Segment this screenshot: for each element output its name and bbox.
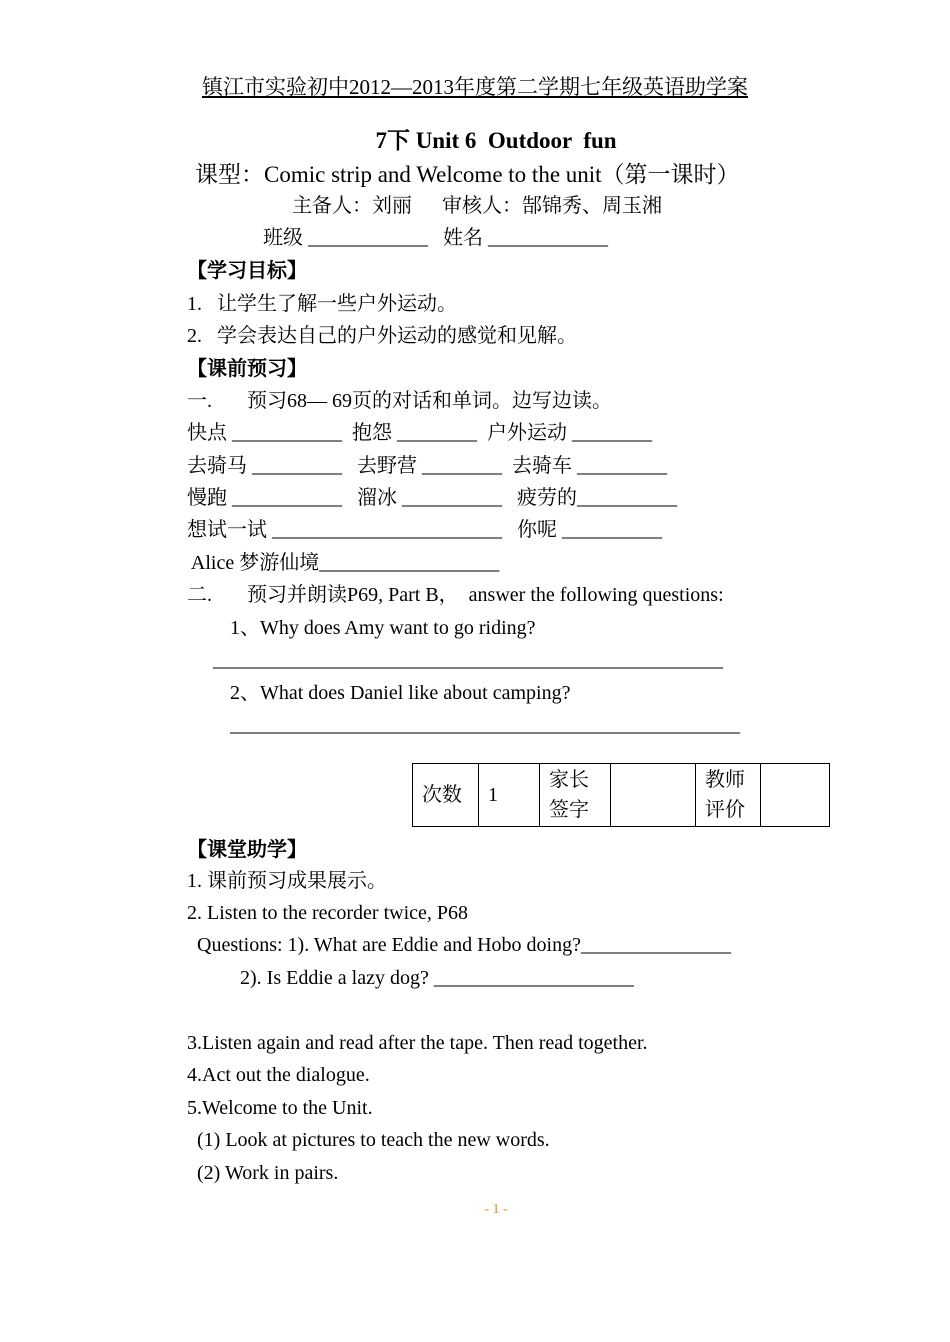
classroom-item: 3.Listen again and read after the tape. Then read together. [187, 1032, 648, 1054]
answer-line-2: ___________________________________________________ [230, 714, 740, 736]
vocab-row: 慢跑 ___________ 溜冰 __________ 疲劳的__________ [187, 487, 677, 509]
classroom-subitem: (2) Work in pairs. [197, 1162, 339, 1184]
classroom-item: 2. Listen to the recorder twice, P68 [187, 902, 469, 924]
classroom-item: 1. 课前预习成果展示。 [187, 870, 387, 892]
parent-sign-cell[interactable] [611, 764, 696, 827]
goal-item: 2. 学会表达自己的户外运动的感觉和见解。 [187, 325, 577, 347]
question-2: 2、What does Daniel like about camping? [230, 682, 571, 704]
classroom-item: 5.Welcome to the Unit. [187, 1097, 373, 1119]
preview-part1: 一. 预习68— 69页的对话和单词。边写边读。 [187, 390, 612, 412]
teacher-eval-label [696, 764, 761, 827]
classroom-question: 2). Is Eddie a lazy dog? ____________________ [240, 967, 634, 989]
lesson-type: 课型：Comic strip and Welcome to the unit（第一课时） [195, 162, 740, 187]
teacher-eval-line2: 评价 [705, 799, 745, 821]
vocab-row: Alice 梦游仙境__________________ [187, 552, 500, 574]
score-table-row [413, 764, 830, 827]
page-header: 镇江市实验初中2012—2013年度第二学期七年级英语助学案 [202, 75, 748, 99]
count-label: 次数 [413, 764, 479, 827]
authors-line: 主备人：刘丽 审核人：郜锦秀、周玉湘 [292, 195, 662, 217]
preview-heading: 【课前预习】 [187, 358, 307, 380]
classroom-question: Questions: 1). What are Eddie and Hobo doing?_______________ [197, 934, 731, 956]
parent-sign-label [540, 764, 611, 827]
page-number: - 1 - [484, 1202, 508, 1217]
question-1: 1、Why does Amy want to go riding? [230, 617, 536, 639]
score-table [412, 763, 830, 827]
class-name-line: 班级 ____________ 姓名 ____________ [263, 227, 608, 249]
goals-heading: 【学习目标】 [187, 260, 307, 282]
parent-sign-line1: 家长 [549, 769, 589, 791]
classroom-subitem: (1) Look at pictures to teach the new words. [197, 1129, 550, 1151]
goal-item: 1. 让学生了解一些户外运动。 [187, 293, 457, 315]
preview-part2: 二. 预习并朗读P69, Part B， answer the following questions: [187, 584, 724, 606]
classroom-heading: 【课堂助学】 [187, 839, 307, 861]
count-value: 1 [479, 764, 540, 827]
teacher-eval-line1: 教师 [705, 769, 745, 791]
answer-line-1: ___________________________________________________ [213, 649, 723, 671]
parent-sign-line2: 签字 [549, 799, 589, 821]
vocab-row: 快点 ___________ 抱怨 ________ 户外运动 ________ [187, 422, 652, 444]
vocab-row: 想试一试 _______________________ 你呢 __________ [187, 519, 662, 541]
classroom-item: 4.Act out the dialogue. [187, 1064, 370, 1086]
unit-title: 7下 Unit 6 Outdoor fun [375, 128, 617, 153]
vocab-row: 去骑马 _________ 去野营 ________ 去骑车 _________ [187, 455, 667, 477]
teacher-eval-cell[interactable] [761, 764, 830, 827]
